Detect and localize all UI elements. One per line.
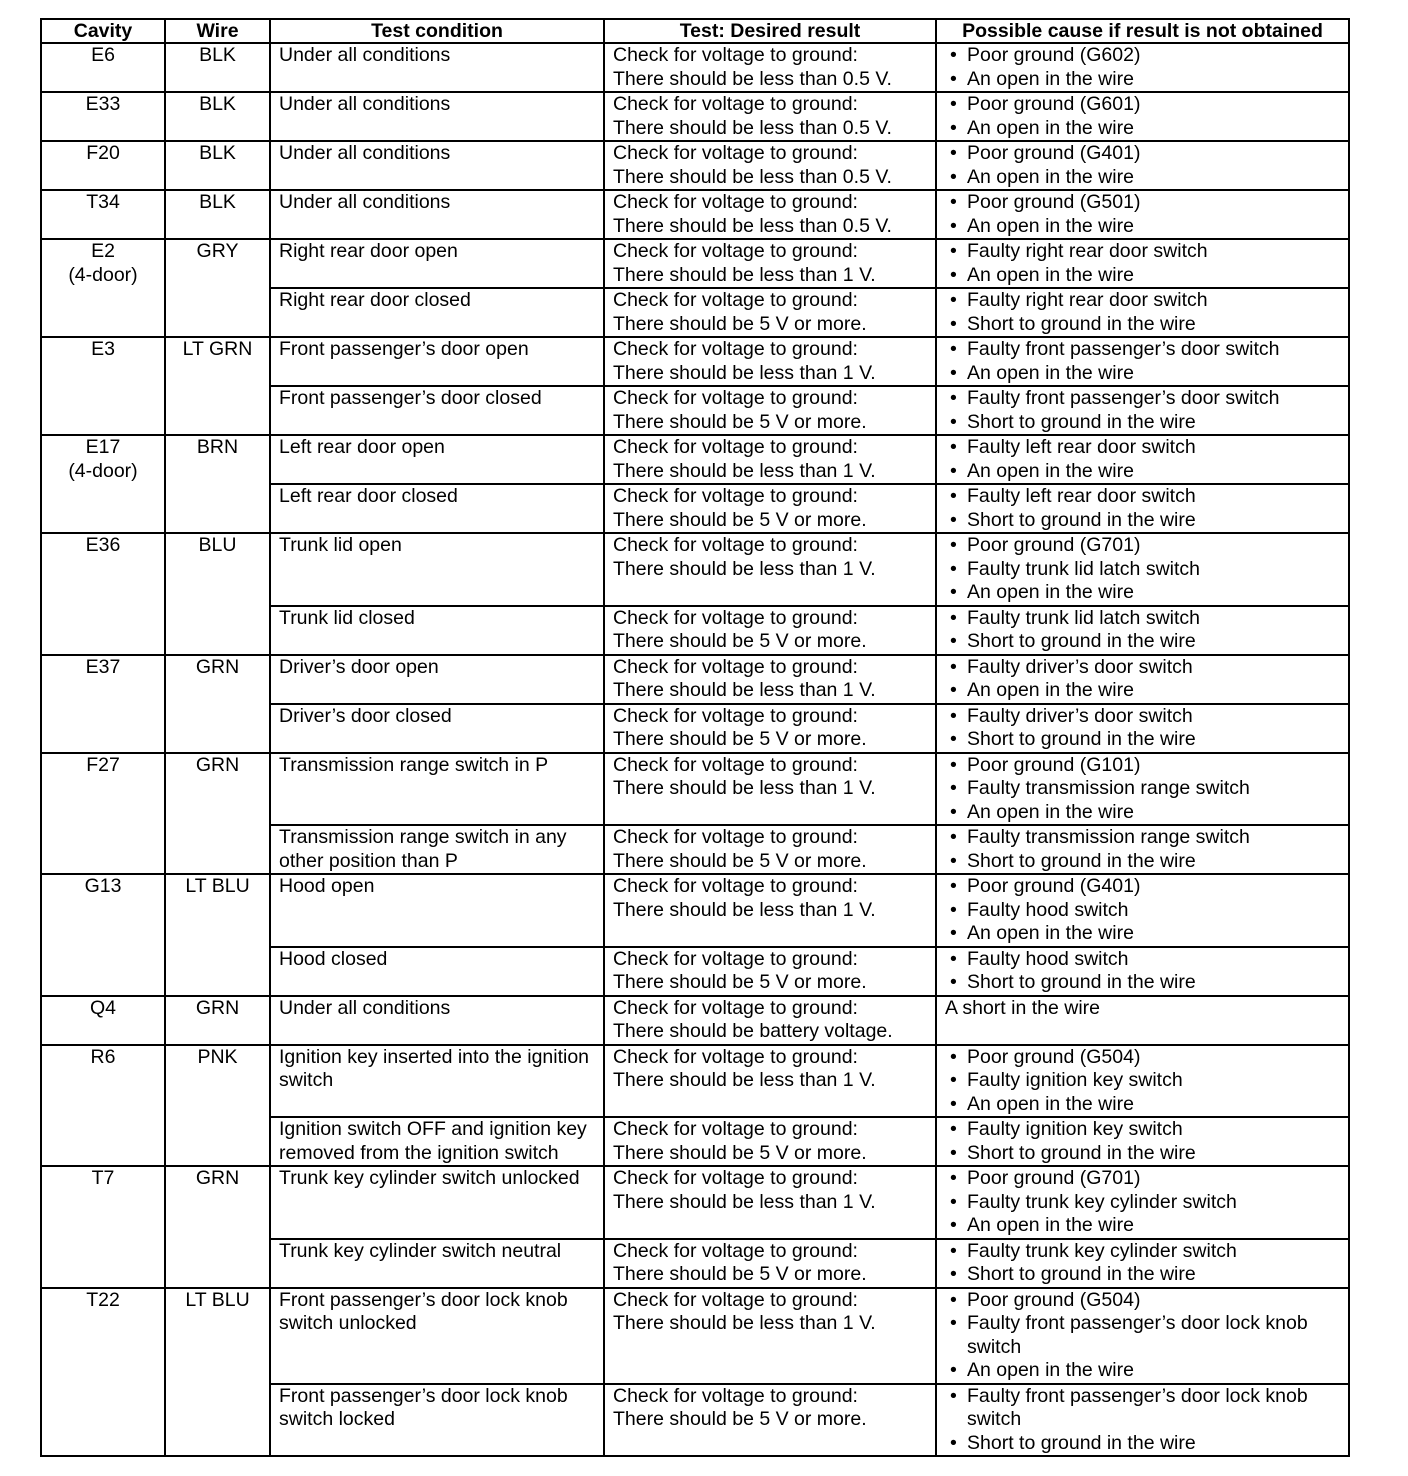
cavity-label: (4-door)	[68, 263, 138, 286]
cavity-cell	[41, 435, 165, 533]
cavity-cell	[41, 996, 165, 1045]
desired-result-cell	[604, 753, 936, 826]
cause-item: • An open in the wire	[945, 1093, 1340, 1117]
possible-cause-cell	[936, 1045, 1349, 1118]
cause-item: • Poor ground (G504)	[945, 1046, 1340, 1070]
possible-cause-cell	[936, 606, 1349, 655]
header-test-condition: Test condition	[270, 19, 604, 43]
cause-item: • An open in the wire	[945, 679, 1340, 703]
result-line: Check for voltage to ground:	[613, 485, 858, 507]
cause-list	[945, 656, 1340, 703]
result-line: Check for voltage to ground:	[613, 534, 858, 556]
cause-item: • Short to ground in the wire	[945, 1432, 1340, 1456]
cause-list	[945, 534, 1340, 605]
result-line: There should be less than 0.5 V.	[613, 116, 892, 139]
table-row	[41, 655, 1349, 704]
cause-item: • Poor ground (G701)	[945, 534, 1340, 558]
cause-list	[945, 826, 1340, 873]
cause-item: • An open in the wire	[945, 922, 1340, 946]
cause-item: • Faulty right rear door switch	[945, 240, 1340, 264]
test-condition-cell: Trunk lid open	[270, 533, 604, 606]
cause-item: • Faulty left rear door switch	[945, 436, 1340, 460]
desired-result-cell	[604, 239, 936, 288]
result-line: There should be less than 1 V.	[613, 679, 876, 701]
cause-list	[945, 1167, 1340, 1238]
cavity-cell	[41, 655, 165, 753]
header-row	[41, 19, 1349, 43]
cause-item: • Short to ground in the wire	[945, 1263, 1340, 1287]
result-line: There should be less than 1 V.	[613, 361, 876, 384]
result-line: Check for voltage to ground:	[613, 826, 858, 848]
cause-item: • Faulty front passenger’s door switch	[945, 387, 1340, 411]
result-line: There should be 5 V or more.	[613, 849, 867, 872]
cause-item: • Faulty front passenger’s door lock knob switch	[945, 1312, 1340, 1359]
cavity-label: Q4	[89, 996, 116, 1019]
possible-cause-cell	[936, 533, 1349, 606]
result-line: There should be 5 V or more.	[613, 1263, 867, 1285]
cause-list	[945, 191, 1340, 238]
cause-item: • Faulty front passenger’s door switch	[945, 338, 1340, 362]
cause-list	[945, 1240, 1340, 1287]
cause-item: • Faulty trunk lid latch switch	[945, 558, 1340, 582]
table-row	[41, 190, 1349, 239]
terminal-test-table	[40, 18, 1350, 1457]
desired-result-cell	[604, 606, 936, 655]
possible-cause-cell	[936, 825, 1349, 874]
cause-item: • Faulty trunk lid latch switch	[945, 607, 1340, 631]
test-condition-cell: Under all conditions	[270, 996, 604, 1045]
possible-cause-cell	[936, 1384, 1349, 1457]
possible-cause-cell	[936, 92, 1349, 141]
test-condition-cell: Trunk key cylinder switch unlocked	[270, 1166, 604, 1239]
test-condition-cell: Left rear door closed	[270, 484, 604, 533]
table-row	[41, 435, 1349, 484]
cause-item: • Short to ground in the wire	[945, 411, 1340, 435]
cause-item: • Faulty transmission range switch	[945, 826, 1340, 850]
possible-cause-cell	[936, 655, 1349, 704]
result-line: There should be less than 1 V.	[613, 459, 876, 482]
result-line: Check for voltage to ground:	[613, 93, 858, 115]
cause-list	[945, 93, 1340, 140]
possible-cause-cell	[936, 386, 1349, 435]
desired-result-cell	[604, 1239, 936, 1288]
cause-list	[945, 875, 1340, 946]
test-condition-cell: Left rear door open	[270, 435, 604, 484]
result-line: Check for voltage to ground:	[613, 289, 858, 311]
cause-list	[945, 485, 1340, 532]
result-line: There should be 5 V or more.	[613, 971, 867, 993]
cavity-label: (4-door)	[68, 459, 138, 482]
wire-color-cell: GRN	[165, 753, 270, 875]
cavity-cell	[41, 1166, 165, 1288]
cavity-label: T34	[86, 191, 120, 213]
table-row	[41, 1166, 1349, 1239]
cavity-cell	[41, 141, 165, 190]
desired-result-cell	[604, 947, 936, 996]
test-condition-cell: Under all conditions	[270, 190, 604, 239]
cause-list	[945, 1385, 1340, 1456]
cavity-label: R6	[90, 1045, 116, 1068]
result-line: Check for voltage to ground:	[613, 44, 858, 66]
cavity-cell	[41, 1288, 165, 1457]
wire-color-cell: GRY	[165, 239, 270, 337]
result-line: There should be 5 V or more.	[613, 630, 867, 652]
cause-item: • An open in the wire	[945, 117, 1340, 141]
desired-result-cell	[604, 533, 936, 606]
result-line: Check for voltage to ground:	[613, 436, 858, 458]
test-condition-cell: Right rear door closed	[270, 288, 604, 337]
desired-result-cell	[604, 1288, 936, 1384]
result-line: Check for voltage to ground:	[613, 1167, 858, 1189]
wire-color-cell: BLK	[165, 190, 270, 239]
cause-item: • An open in the wire	[945, 460, 1340, 484]
desired-result-cell	[604, 484, 936, 533]
result-line: Check for voltage to ground:	[613, 655, 858, 678]
result-line: There should be 5 V or more.	[613, 508, 867, 531]
possible-cause-cell	[936, 337, 1349, 386]
cause-list	[945, 1118, 1340, 1165]
test-condition-cell: Under all conditions	[270, 92, 604, 141]
table-row	[41, 337, 1349, 386]
cause-item: • Faulty front passenger’s door lock knob switch	[945, 1385, 1340, 1432]
cause-item: • Faulty hood switch	[945, 899, 1340, 923]
wire-color-cell: GRN	[165, 655, 270, 753]
header-cavity: Cavity	[41, 19, 165, 43]
cause-list	[945, 1289, 1340, 1383]
test-condition-cell: Under all conditions	[270, 141, 604, 190]
cavity-cell	[41, 337, 165, 435]
result-line: Check for voltage to ground:	[613, 753, 858, 776]
cause-item: • Poor ground (G701)	[945, 1167, 1340, 1191]
desired-result-cell	[604, 141, 936, 190]
cavity-cell	[41, 92, 165, 141]
cavity-label: F27	[86, 753, 120, 776]
desired-result-cell	[604, 288, 936, 337]
test-condition-cell: Hood open	[270, 874, 604, 947]
cause-list	[945, 607, 1340, 654]
result-line: There should be less than 0.5 V.	[613, 214, 892, 237]
result-line: Check for voltage to ground:	[613, 996, 858, 1019]
cause-list	[945, 1046, 1340, 1117]
table-row	[41, 92, 1349, 141]
cavity-label: E2	[91, 240, 115, 262]
cause-item: • Short to ground in the wire	[945, 1142, 1340, 1166]
cause-item: • Faulty driver’s door switch	[945, 656, 1340, 680]
table-row	[41, 753, 1349, 826]
cause-item: • An open in the wire	[945, 801, 1340, 825]
cavity-label: E3	[91, 338, 115, 360]
desired-result-cell	[604, 337, 936, 386]
cavity-label: G13	[84, 875, 122, 897]
cause-item: • Faulty hood switch	[945, 948, 1340, 972]
cause-item: • An open in the wire	[945, 68, 1340, 92]
cause-item: • Faulty ignition key switch	[945, 1118, 1340, 1142]
wire-color-cell: GRN	[165, 1166, 270, 1288]
result-line: There should be 5 V or more.	[613, 728, 867, 750]
cause-item: • An open in the wire	[945, 1214, 1340, 1238]
table-row	[41, 141, 1349, 190]
result-line: Check for voltage to ground:	[613, 947, 858, 970]
cause-item: • Faulty left rear door switch	[945, 485, 1340, 509]
header-possible-cause: Possible cause if result is not obtained	[936, 19, 1349, 43]
wire-color-cell: LT GRN	[165, 337, 270, 435]
cavity-label: T7	[91, 1167, 115, 1189]
possible-cause-cell	[936, 1288, 1349, 1384]
cause-list	[945, 142, 1340, 189]
result-line: There should be less than 1 V.	[613, 263, 876, 286]
wire-color-cell: LT BLU	[165, 874, 270, 996]
cause-list	[945, 948, 1340, 995]
result-line: Check for voltage to ground:	[613, 1118, 858, 1140]
cavity-cell	[41, 533, 165, 655]
cause-item: • Poor ground (G101)	[945, 754, 1340, 778]
possible-cause-cell	[936, 947, 1349, 996]
desired-result-cell	[604, 92, 936, 141]
desired-result-cell	[604, 190, 936, 239]
wire-color-cell: BRN	[165, 435, 270, 533]
result-line: There should be less than 1 V.	[613, 1069, 876, 1091]
cavity-label: T22	[86, 1288, 120, 1311]
result-line: There should be 5 V or more.	[613, 1141, 867, 1164]
table-row	[41, 1045, 1349, 1118]
cause-item: • Faulty trunk key cylinder switch	[945, 1240, 1340, 1264]
desired-result-cell	[604, 874, 936, 947]
cause-item: • Poor ground (G401)	[945, 142, 1340, 166]
test-condition-cell: Ignition key inserted into the ignition switch	[270, 1045, 604, 1118]
test-condition-cell: Front passenger’s door open	[270, 337, 604, 386]
cause-item: • Short to ground in the wire	[945, 971, 1340, 995]
result-line: There should be 5 V or more.	[613, 1408, 867, 1430]
result-line: Check for voltage to ground:	[613, 142, 858, 164]
test-condition-cell: Front passenger’s door closed	[270, 386, 604, 435]
cause-item: • An open in the wire	[945, 166, 1340, 190]
cavity-cell	[41, 190, 165, 239]
desired-result-cell	[604, 996, 936, 1045]
result-line: There should be less than 1 V.	[613, 557, 876, 580]
desired-result-cell	[604, 1384, 936, 1457]
result-line: Check for voltage to ground:	[613, 606, 858, 629]
desired-result-cell	[604, 704, 936, 753]
wire-color-cell: BLU	[165, 533, 270, 655]
result-line: Check for voltage to ground:	[613, 1045, 858, 1068]
cavity-label: E6	[91, 44, 115, 66]
cause-item: • Poor ground (G401)	[945, 875, 1340, 899]
cavity-cell	[41, 874, 165, 996]
cavity-cell	[41, 1045, 165, 1167]
possible-cause-cell	[936, 1117, 1349, 1166]
result-line: There should be battery voltage.	[613, 1020, 893, 1042]
cause-text: A short in the wire	[945, 996, 1100, 1019]
test-condition-cell: Right rear door open	[270, 239, 604, 288]
desired-result-cell	[604, 1166, 936, 1239]
result-line: Check for voltage to ground:	[613, 1384, 858, 1407]
possible-cause-cell	[936, 1239, 1349, 1288]
cause-list	[945, 240, 1340, 287]
test-condition-cell: Driver’s door closed	[270, 704, 604, 753]
test-condition-cell: Transmission range switch in any other position than P	[270, 825, 604, 874]
result-line: Check for voltage to ground:	[613, 1239, 858, 1262]
desired-result-cell	[604, 825, 936, 874]
result-line: There should be less than 0.5 V.	[613, 165, 892, 188]
desired-result-cell	[604, 386, 936, 435]
possible-cause-cell	[936, 1166, 1349, 1239]
desired-result-cell	[604, 1117, 936, 1166]
result-line: There should be 5 V or more.	[613, 312, 867, 335]
possible-cause-cell	[936, 996, 1349, 1045]
table-row	[41, 874, 1349, 947]
cavity-label: F20	[86, 142, 120, 164]
result-line: Check for voltage to ground:	[613, 338, 858, 360]
result-line: There should be 5 V or more.	[613, 410, 867, 433]
result-line: Check for voltage to ground:	[613, 387, 858, 409]
cavity-cell	[41, 43, 165, 92]
cause-list	[945, 44, 1340, 91]
header-wire: Wire	[165, 19, 270, 43]
result-line: Check for voltage to ground:	[613, 240, 858, 262]
cause-item: • Short to ground in the wire	[945, 313, 1340, 337]
cavity-label: E33	[85, 93, 121, 115]
cause-item: • Short to ground in the wire	[945, 630, 1340, 654]
test-condition-cell: Front passenger’s door lock knob switch locked	[270, 1384, 604, 1457]
cause-item: • Poor ground (G602)	[945, 44, 1340, 68]
wire-color-cell: BLK	[165, 141, 270, 190]
cause-item: • Poor ground (G501)	[945, 191, 1340, 215]
cause-list	[945, 705, 1340, 752]
possible-cause-cell	[936, 704, 1349, 753]
possible-cause-cell	[936, 288, 1349, 337]
cause-item: • Faulty right rear door switch	[945, 289, 1340, 313]
possible-cause-cell	[936, 753, 1349, 826]
table-row	[41, 996, 1349, 1045]
wire-color-cell: LT BLU	[165, 1288, 270, 1457]
cause-item: • An open in the wire	[945, 1359, 1340, 1383]
result-line: Check for voltage to ground:	[613, 191, 858, 213]
possible-cause-cell	[936, 239, 1349, 288]
table-row	[41, 239, 1349, 288]
cause-item: • Poor ground (G504)	[945, 1289, 1340, 1313]
possible-cause-cell	[936, 874, 1349, 947]
possible-cause-cell	[936, 435, 1349, 484]
desired-result-cell	[604, 435, 936, 484]
test-condition-cell: Trunk lid closed	[270, 606, 604, 655]
result-line: There should be less than 1 V.	[613, 1190, 876, 1213]
result-line: Check for voltage to ground:	[613, 704, 858, 727]
cause-item: • Faulty driver’s door switch	[945, 705, 1340, 729]
test-condition-cell: Trunk key cylinder switch neutral	[270, 1239, 604, 1288]
header-desired-result: Test: Desired result	[604, 19, 936, 43]
table-row	[41, 533, 1349, 606]
cause-item: • Short to ground in the wire	[945, 728, 1340, 752]
test-condition-cell: Hood closed	[270, 947, 604, 996]
possible-cause-cell	[936, 484, 1349, 533]
desired-result-cell	[604, 655, 936, 704]
cause-item: • Faulty transmission range switch	[945, 777, 1340, 801]
cavity-label: E17	[85, 436, 121, 458]
cause-item: • An open in the wire	[945, 264, 1340, 288]
cause-list	[945, 387, 1340, 434]
table-row	[41, 43, 1349, 92]
wire-color-cell: PNK	[165, 1045, 270, 1167]
cavity-label: E37	[85, 655, 121, 678]
cause-item: • An open in the wire	[945, 581, 1340, 605]
cause-list	[945, 754, 1340, 825]
result-line: Check for voltage to ground:	[613, 875, 858, 897]
cause-item: • Faulty ignition key switch	[945, 1069, 1340, 1093]
cause-item: • Short to ground in the wire	[945, 509, 1340, 533]
cause-item: • An open in the wire	[945, 362, 1340, 386]
desired-result-cell	[604, 43, 936, 92]
test-condition-cell: Ignition switch OFF and ignition key removed from the ignition switch	[270, 1117, 604, 1166]
cavity-cell	[41, 239, 165, 337]
wire-color-cell: BLK	[165, 43, 270, 92]
cause-item: • Faulty trunk key cylinder switch	[945, 1191, 1340, 1215]
result-line: There should be less than 1 V.	[613, 777, 876, 799]
cause-list	[945, 338, 1340, 385]
table-row	[41, 1288, 1349, 1384]
cavity-cell	[41, 753, 165, 875]
result-line: There should be less than 1 V.	[613, 1312, 876, 1334]
table-body	[41, 43, 1349, 1456]
wire-color-cell: BLK	[165, 92, 270, 141]
possible-cause-cell	[936, 43, 1349, 92]
test-condition-cell: Front passenger’s door lock knob switch unlocked	[270, 1288, 604, 1384]
result-line: Check for voltage to ground:	[613, 1288, 858, 1311]
cause-list	[945, 289, 1340, 336]
result-line: There should be less than 0.5 V.	[613, 67, 892, 90]
test-condition-cell: Driver’s door open	[270, 655, 604, 704]
wire-color-cell: GRN	[165, 996, 270, 1045]
test-condition-cell: Under all conditions	[270, 43, 604, 92]
cause-list	[945, 436, 1340, 483]
desired-result-cell	[604, 1045, 936, 1118]
result-line: There should be less than 1 V.	[613, 898, 876, 921]
cause-item: • An open in the wire	[945, 215, 1340, 239]
cause-item: • Poor ground (G601)	[945, 93, 1340, 117]
possible-cause-cell	[936, 190, 1349, 239]
possible-cause-cell	[936, 141, 1349, 190]
test-condition-cell: Transmission range switch in P	[270, 753, 604, 826]
cavity-label: E36	[85, 534, 121, 556]
cause-item: • Short to ground in the wire	[945, 850, 1340, 874]
